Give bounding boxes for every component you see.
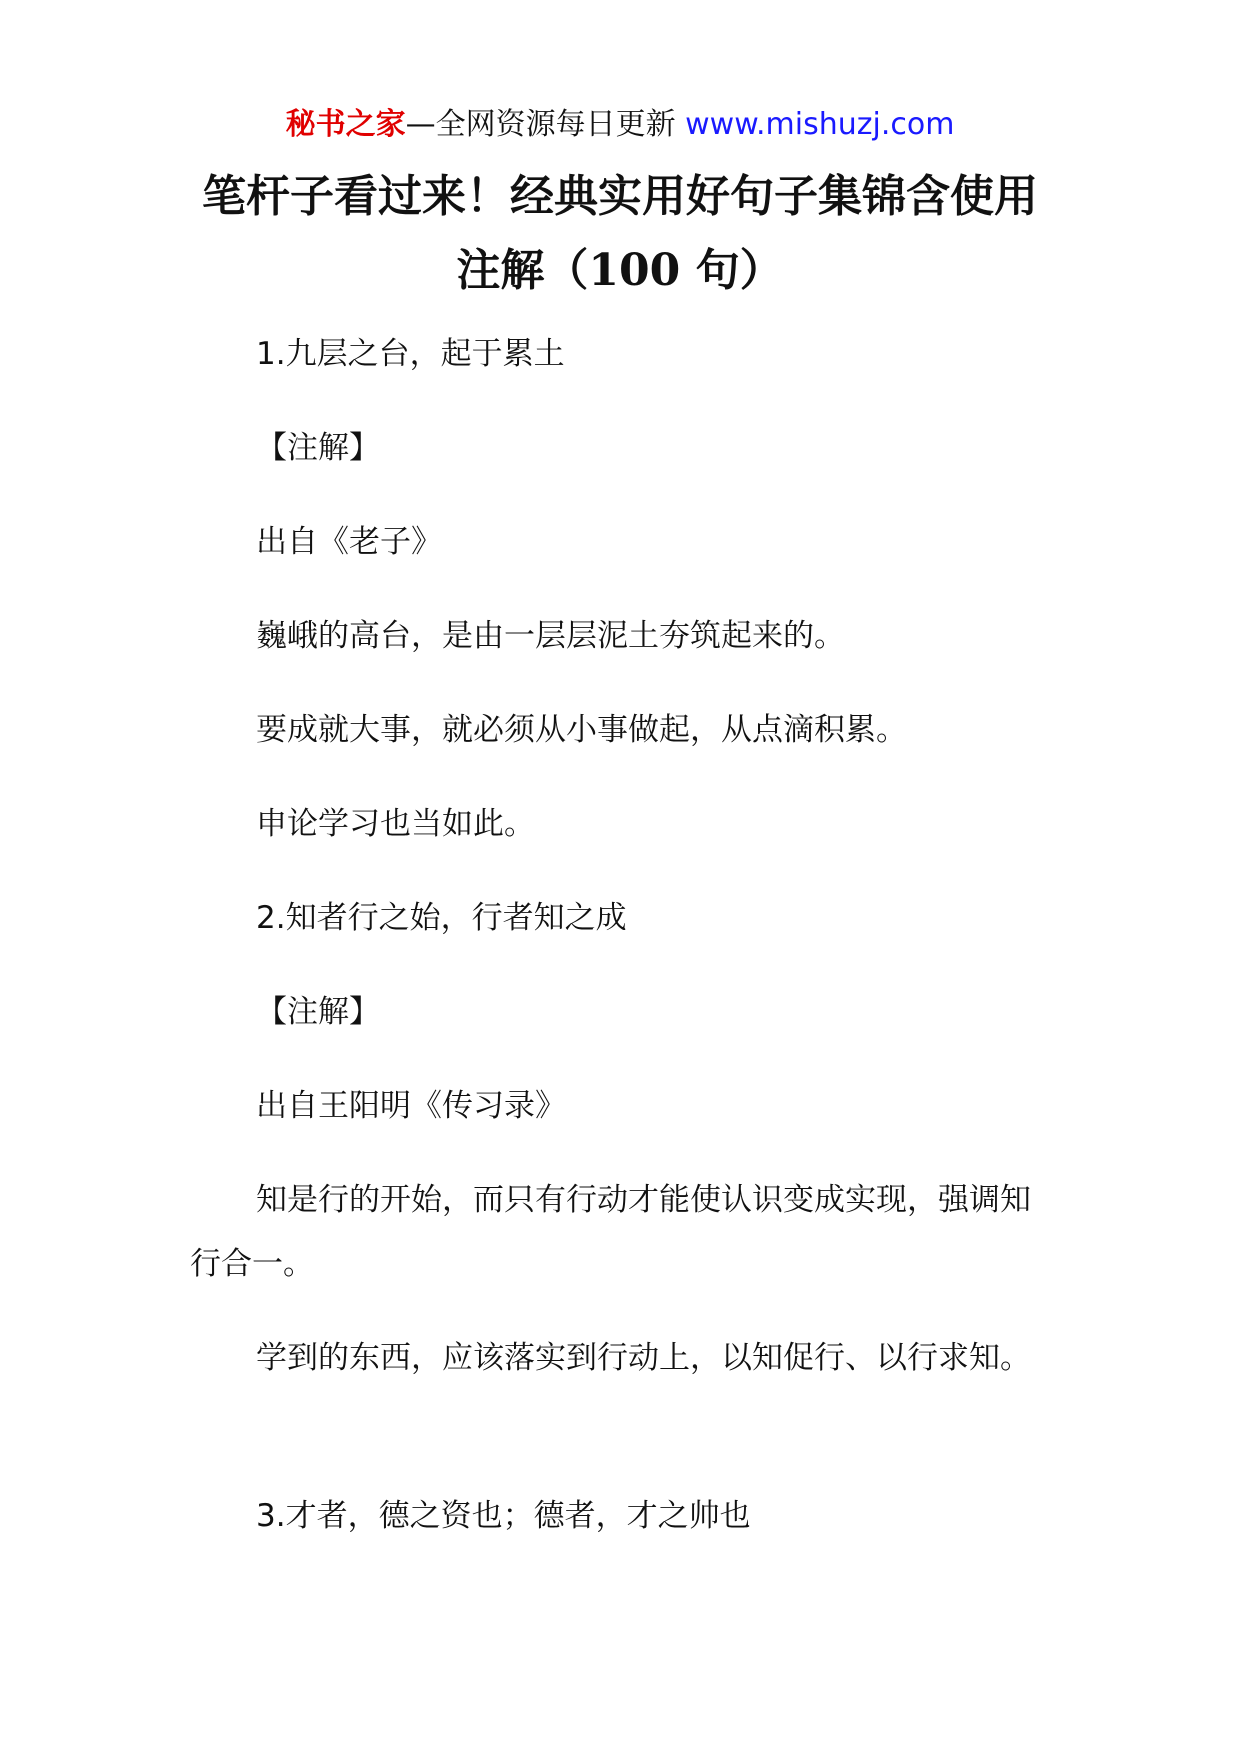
paragraph-explain-1b: 要成就大事，就必须从小事做起，从点滴积累。	[256, 712, 907, 748]
paragraph-explain-2a: 知是行的开始，而只有行动才能使认识变成实现，强调知行合一。	[190, 1182, 1031, 1282]
site-url-link[interactable]: www.mishuzj.com	[685, 107, 955, 142]
paragraph-explain-1a: 巍峨的高台，是由一层层泥土夯筑起来的。	[256, 618, 845, 654]
site-header	[0, 103, 1240, 147]
paragraph-explain-1c: 申论学习也当如此。	[256, 806, 535, 842]
document-title: 笔杆子看过来！经典实用好句子集锦含使用注解（100 句）	[202, 171, 1038, 296]
paragraph-source-2: 出自王阳明《传习录》	[256, 1088, 566, 1124]
paragraph-quote-1: 1.九层之台，起于累土	[256, 336, 565, 372]
paragraph-annotation-label-2: 【注解】	[256, 994, 380, 1030]
header-tagline: —全网资源每日更新	[405, 107, 686, 142]
brand-name: 秘书之家	[285, 107, 406, 142]
paragraph-quote-2: 2.知者行之始，行者知之成	[256, 900, 627, 936]
paragraph-quote-3: 3.才者，德之资也；德者，才之帅也	[256, 1498, 751, 1534]
paragraph-annotation-label-1: 【注解】	[256, 430, 380, 466]
paragraph-explain-2b: 学到的东西，应该落实到行动上，以知促行、以行求知。	[256, 1340, 1031, 1376]
paragraph-source-1: 出自《老子》	[256, 524, 442, 560]
